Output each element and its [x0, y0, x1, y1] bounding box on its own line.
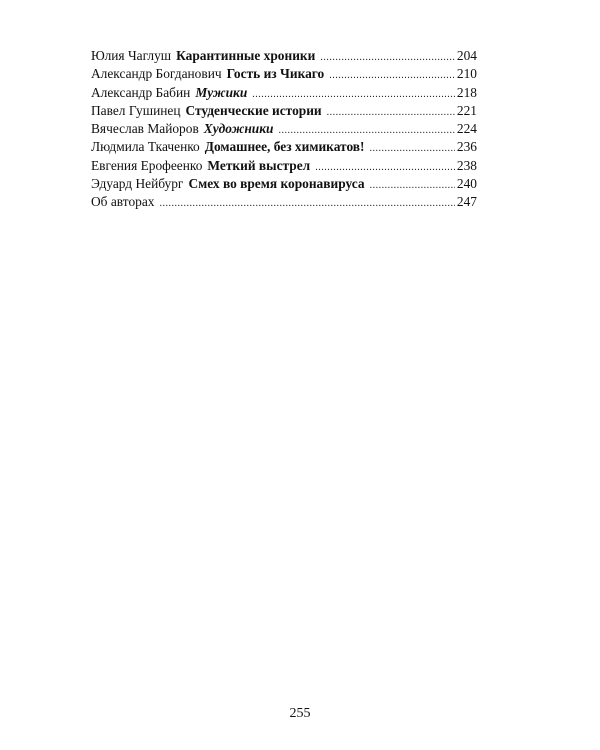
- toc-entry: [91, 84, 477, 102]
- toc-title: Художники: [203, 121, 274, 137]
- page-number: 255: [289, 706, 311, 721]
- toc-author: Эдуард Нейбург: [91, 176, 184, 192]
- toc-author: Людмила Ткаченко: [91, 139, 200, 155]
- toc-page-number: 221: [456, 102, 477, 118]
- toc-title: Смех во время коронавируса: [188, 176, 365, 192]
- toc-title: Студенческие истории: [185, 102, 322, 118]
- toc-title: Домашнее, без химикатов!: [204, 139, 365, 155]
- toc-page-number: 218: [456, 84, 477, 100]
- dot-leader: [320, 49, 455, 67]
- toc-page-number: 247: [456, 194, 477, 210]
- toc-title: Меткий выстрел: [207, 157, 311, 173]
- toc-author: Павел Гушинец: [91, 102, 181, 118]
- toc-entry: [91, 138, 477, 156]
- toc-page-number: 224: [456, 121, 477, 137]
- toc-page-number: 240: [456, 176, 477, 192]
- toc-title: Карантинные хроники: [176, 48, 316, 63]
- toc-author: Александр Бабин: [91, 84, 191, 100]
- dot-leader: [159, 195, 454, 213]
- toc-entry: [91, 120, 477, 138]
- dot-leader: [329, 67, 455, 85]
- toc-entry: [91, 193, 477, 211]
- toc-author: Вячеслав Майоров: [91, 121, 199, 137]
- toc-entry: [91, 102, 477, 120]
- toc-entry: [91, 175, 477, 193]
- dot-leader: [370, 177, 455, 195]
- toc-page-number: 238: [456, 157, 477, 173]
- toc-author: Об авторах: [91, 194, 155, 210]
- toc-entry: [91, 157, 477, 175]
- toc-author: Юлия Чаглуш: [91, 48, 172, 63]
- dot-leader: [327, 104, 455, 122]
- toc-entry: [91, 65, 477, 83]
- toc-author: Евгения Ерофеенко: [91, 157, 203, 173]
- toc-page-number: 236: [456, 139, 477, 155]
- dot-leader: [370, 140, 455, 158]
- toc-title: Гость из Чикаго: [226, 66, 325, 82]
- toc-entry: [91, 47, 477, 65]
- toc-title: Мужики: [195, 84, 248, 100]
- table-of-contents: [91, 47, 477, 212]
- toc-page-number: 204: [456, 48, 477, 63]
- toc-page-number: 210: [456, 66, 477, 82]
- toc-author: Александр Богданович: [91, 66, 222, 82]
